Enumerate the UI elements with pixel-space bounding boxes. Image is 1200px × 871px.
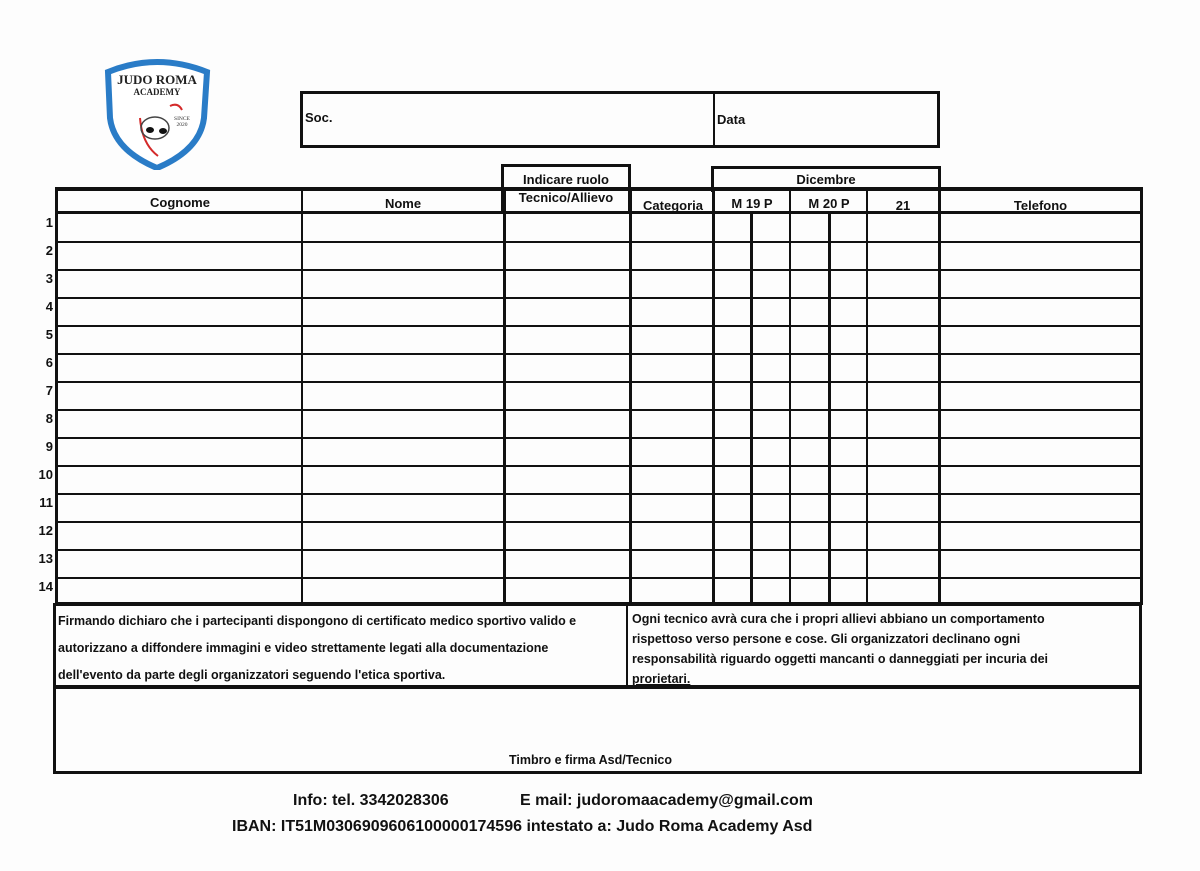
row-number: 3 xyxy=(45,271,53,286)
table-row[interactable] xyxy=(58,579,1140,605)
row-number: 1 xyxy=(45,215,53,230)
table-row[interactable] xyxy=(58,467,1140,493)
table-row[interactable] xyxy=(58,299,1140,325)
footer-email: E mail: judoromaacademy@gmail.com xyxy=(520,792,814,809)
col-header-day20: M 20 P xyxy=(808,196,850,211)
table-row[interactable] xyxy=(58,495,1140,521)
notice-line: Ogni tecnico avrà cura che i propri allievi abbiano un comportamento xyxy=(632,612,1045,626)
signature-label: Timbro e firma Asd/Tecnico xyxy=(509,753,673,767)
signature-box[interactable] xyxy=(53,686,1142,774)
row-number: 8 xyxy=(45,411,53,426)
table-row[interactable] xyxy=(58,355,1140,381)
ruolo-header-line2: Tecnico/Allievo xyxy=(518,190,614,205)
table-row[interactable] xyxy=(58,383,1140,409)
row-number: 5 xyxy=(45,327,53,342)
table-row[interactable] xyxy=(58,215,1140,241)
consent-declaration xyxy=(58,608,628,689)
row-number: 6 xyxy=(45,355,53,370)
logo-text-year: 2020 xyxy=(176,122,188,128)
col-header-categoria: Categoria xyxy=(643,198,703,213)
table-row[interactable] xyxy=(58,411,1140,437)
data-label: Data xyxy=(717,112,746,127)
ruolo-header-line1: Indicare ruolo xyxy=(523,172,609,187)
consent-line: dell'evento da parte degli organizzatori seguendo l'etica sportiva. xyxy=(58,668,446,682)
footer-phone: Info: tel. 3342028306 xyxy=(293,792,449,809)
judo-roma-academy-logo xyxy=(100,58,215,170)
col-header-day21: 21 xyxy=(895,198,911,213)
table-row[interactable] xyxy=(58,551,1140,577)
col-header-day19: M 19 P xyxy=(731,196,773,211)
table-row[interactable] xyxy=(58,327,1140,353)
row-number: 9 xyxy=(45,439,53,454)
footer-iban: IBAN: IT51M0306909606100000174596 intestato a: Judo Roma Academy Asd xyxy=(232,818,813,835)
row-number: 11 xyxy=(39,495,53,510)
row-number: 4 xyxy=(45,299,53,314)
table-row[interactable] xyxy=(58,523,1140,549)
table-row[interactable] xyxy=(58,271,1140,297)
notice-line: responsabilità riguardo oggetti mancanti o danneggiati per incuria dei xyxy=(632,652,1049,666)
logo-text-since: SINCE xyxy=(174,116,190,122)
divider xyxy=(626,606,628,685)
row-number: 2 xyxy=(45,243,53,258)
col-header-telefono: Telefono xyxy=(1013,198,1068,213)
row-number: 12 xyxy=(38,523,53,538)
col-header-cognome: Cognome xyxy=(150,195,210,210)
row-number: 10 xyxy=(38,467,53,482)
row-number: 13 xyxy=(38,551,53,566)
table-row[interactable] xyxy=(58,439,1140,465)
consent-line: Firmando dichiaro che i partecipanti dispongono di certificato medico sportivo valido e xyxy=(58,614,577,628)
logo-text-academy: ACADEMY xyxy=(133,87,181,97)
divider xyxy=(713,94,715,145)
row-number: 7 xyxy=(45,383,53,398)
header-divider xyxy=(58,211,1140,214)
row-number: 14 xyxy=(38,579,53,594)
col-header-nome: Nome xyxy=(384,196,422,211)
responsibility-notice xyxy=(632,609,1132,689)
soc-label: Soc. xyxy=(305,110,333,125)
consent-line: autorizzano a diffondere immagini e video strettamente legati alla documentazione xyxy=(58,641,549,655)
declarations-box xyxy=(53,603,1142,688)
table-row[interactable] xyxy=(58,243,1140,269)
logo-text-title: JUDO ROMA xyxy=(117,72,197,87)
notice-line: rispettoso verso persone e cose. Gli organizzatori declinano ogni xyxy=(632,632,1021,646)
society-date-box xyxy=(300,91,940,148)
month-header: Dicembre xyxy=(711,166,941,192)
notice-line: prorietari. xyxy=(632,672,691,686)
registration-table xyxy=(55,187,1143,605)
